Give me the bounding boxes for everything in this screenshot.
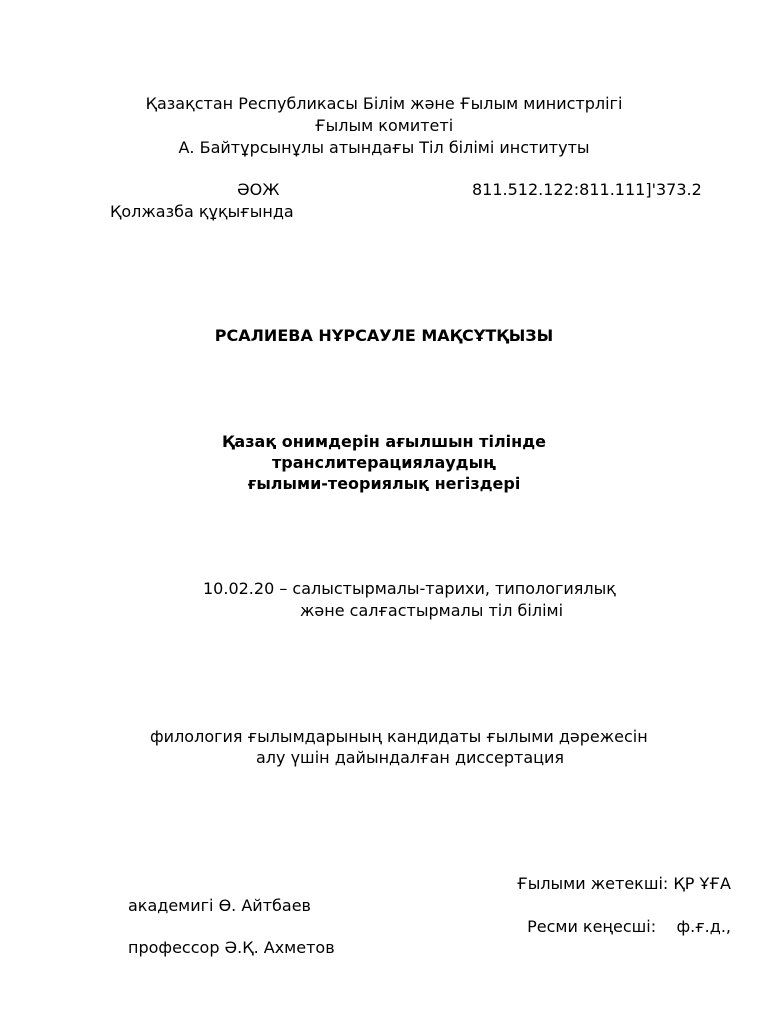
specialty-line-2: және салғастырмалы тіл білімі	[300, 601, 564, 620]
author-name: РСАЛИЕВА НҰРСАУЛЕ МАҚСҰТҚЫЗЫ	[214, 326, 554, 345]
udc-code: 811.512.122:811.111]'373.2	[472, 180, 702, 199]
committee-line: Ғылым комитеті	[314, 116, 454, 135]
consultant-label: Ресми кеңесші: ф.ғ.д.,	[527, 917, 731, 936]
specialty-line-1: 10.02.20 – салыстырмалы-тарихи, типологиялық	[203, 579, 616, 598]
institute-line: А. Байтұрсынұлы атындағы Тіл білімі институты	[178, 138, 590, 157]
ministry-line: Қазақстан Республикасы Білім және Ғылым министрлігі	[145, 94, 623, 113]
degree-line-1: филология ғылымдарының кандидаты ғылыми дәрежесін	[150, 727, 648, 746]
title-line-1: Қазақ онимдерін ағылшын тілінде	[222, 432, 546, 451]
manuscript-rights: Қолжазба құқығында	[110, 202, 294, 221]
title-line-2: транслитерациялаудың	[272, 453, 496, 472]
supervisor-name: академигі Ө. Айтбаев	[128, 896, 311, 915]
supervisor-label: Ғылыми жетекші: ҚР ҰҒА	[516, 874, 731, 893]
title-line-3: ғылыми-теориялық негіздері	[247, 474, 521, 493]
degree-line-2: алу үшін дайындалған диссертация	[256, 748, 565, 767]
udc-label: ӘОЖ	[237, 180, 280, 199]
consultant-name: профессор Ә.Қ. Ахметов	[128, 938, 335, 957]
